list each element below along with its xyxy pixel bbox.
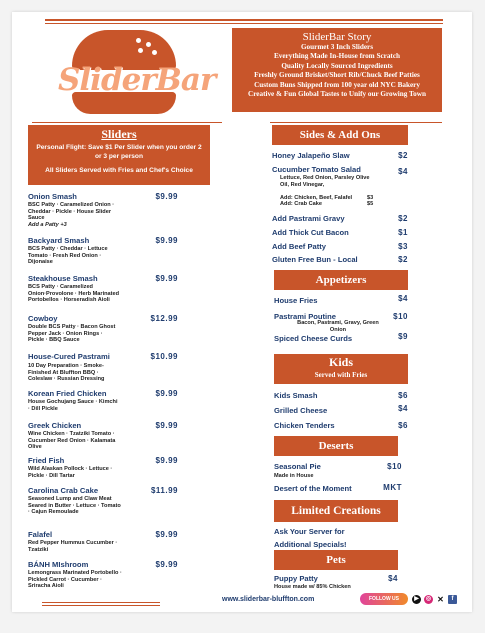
instagram-icon[interactable]: ◎ — [425, 596, 432, 602]
desert-price: MKT — [383, 483, 402, 492]
story-line: Freshly Ground Brisket/Short Rib/Chuck Beef Patties — [254, 71, 420, 80]
appetizer-price: $9 — [398, 332, 408, 341]
desert-name: Seasonal Pie — [274, 462, 321, 471]
side-name: Gluten Free Bun - Local — [272, 255, 358, 264]
pets-title: Pets — [326, 554, 346, 566]
kids-name: Grilled Cheese — [274, 406, 328, 415]
kids-price: $6 — [398, 421, 408, 430]
youtube-icon[interactable]: ▶ — [412, 595, 421, 604]
appetizer-price: $4 — [398, 294, 408, 303]
appetizer-name: Spiced Cheese Curds — [274, 334, 353, 343]
menu-page — [12, 12, 472, 612]
sides-header — [272, 125, 408, 145]
appetizers-title: Appetizers — [315, 274, 367, 286]
slider-price: $9.99 — [155, 560, 178, 569]
limited-line: Additional Specials! — [274, 540, 347, 549]
appetizer-name: House Fries — [274, 296, 318, 305]
slider-name: Onion Smash — [28, 192, 77, 201]
website-link[interactable]: www.sliderbar-bluffton.com — [222, 596, 315, 603]
slider-desc: Seasoned Lump and Claw Meat Seared in Butter · Lettuce · Tomato · Cajun Remoulade — [28, 496, 121, 516]
addon-price: $3 — [367, 195, 374, 201]
slider-price: $9.99 — [155, 236, 178, 245]
slider-price: $12.99 — [150, 314, 178, 323]
slider-name: BÁNH MIshroom — [28, 560, 89, 569]
story-line: Creative & Fun Global Tastes to Unify our Growing Town — [248, 90, 426, 99]
deserts-header — [274, 436, 398, 456]
slider-price: $9.99 — [155, 421, 178, 430]
sliders-header — [28, 125, 210, 185]
seed-icon — [136, 38, 141, 43]
slider-desc: Double BCS Patty · Bacon Ghost Pepper Jack · Onion Rings · Pickle · BBQ Sauce — [28, 324, 116, 344]
desert-price: $10 — [387, 462, 402, 471]
kids-name: Kids Smash — [274, 391, 318, 400]
side-price: $3 — [398, 242, 408, 251]
slider-name: Korean Fried Chicken — [28, 389, 107, 398]
addon-line: Add: Crab Cake — [280, 201, 322, 207]
slider-desc: Red Pepper Hummus Cucumber · Tzatziki — [28, 540, 118, 553]
desert-name: Desert of the Moment — [274, 484, 352, 493]
slider-price: $9.99 — [155, 389, 178, 398]
limited-line: Ask Your Server for — [274, 527, 345, 536]
kids-price: $4 — [398, 404, 408, 413]
story-line: Gourmet 3 Inch Sliders — [300, 43, 374, 51]
story-title: SliderBar Story — [302, 31, 372, 43]
sliderbar-logo — [58, 30, 216, 116]
slider-name: Fried Fish — [28, 456, 65, 465]
side-name: Cucumber Tomato Salad — [272, 165, 361, 174]
slider-desc: House Gochujang Sauce · Kimchi · Dill Pickle — [28, 399, 118, 412]
flight-note: Personal Flight: Save $1 Per Slider when you order 2 or 3 per person — [36, 144, 202, 160]
slider-name: Backyard Smash — [28, 236, 90, 245]
slider-desc: Lemongrass Marinated Portobello · Pickled Carrot · Cucumber · Sriracha Aioli — [28, 570, 122, 590]
served-note: All Sliders Served with Fries and Chef's Choice — [45, 167, 193, 174]
divider — [270, 122, 442, 123]
sides-title: Sides & Add Ons — [299, 129, 381, 141]
slider-price: $9.99 — [155, 456, 178, 465]
slider-extra: Add a Patty +3 — [28, 222, 67, 228]
story-box — [232, 28, 442, 112]
side-name: Add Pastrami Gravy — [272, 214, 345, 223]
slider-desc: Wine Chicken · Tzatziki Tomato · Cucumber Red Onion · Kalamata Olive — [28, 431, 116, 451]
seed-icon — [146, 42, 151, 47]
side-price: $2 — [398, 151, 408, 160]
slider-desc: Wild Alaskan Pollock · Lettuce · Pickle · Dill Tartar — [28, 466, 113, 479]
limited-header — [274, 500, 398, 522]
kids-header — [274, 354, 408, 384]
divider — [32, 122, 222, 123]
bottom-rule — [42, 605, 160, 606]
pets-header — [274, 550, 398, 570]
top-rule-thin — [45, 23, 443, 24]
slider-name: Steakhouse Smash — [28, 274, 98, 283]
side-name: Honey Jalapeño Slaw — [272, 151, 350, 160]
seed-icon — [138, 48, 143, 53]
facebook-icon[interactable]: f — [448, 595, 457, 604]
slider-desc: BSC Patty · Caramelized Onion · Cheddar · Pickle · House Slider Sauce — [28, 202, 115, 222]
side-name: Add Beef Patty — [272, 242, 327, 251]
side-price: $2 — [398, 255, 408, 264]
deserts-title: Deserts — [318, 440, 354, 452]
follow-us-button[interactable]: FOLLOW US — [360, 593, 408, 605]
appetizer-price: $10 — [393, 312, 408, 321]
kids-price: $6 — [398, 391, 408, 400]
side-price: $1 — [398, 228, 408, 237]
logo-text: SliderBar — [58, 62, 216, 98]
top-rule — [45, 19, 443, 21]
bottom-rule — [42, 602, 160, 603]
appetizers-header — [274, 270, 408, 290]
slider-desc: BCS Patty · Caramelized Onion·Provolone · Herb Marinated Portobellos · Horseradish Aioli — [28, 284, 120, 304]
seed-icon — [152, 50, 157, 55]
side-price: $4 — [398, 167, 408, 176]
limited-title: Limited Creations — [291, 505, 381, 517]
appetizer-name: Pastrami Poutine — [274, 312, 337, 321]
slider-name: House-Cured Pastrami — [28, 352, 110, 361]
addon-line: Add: Chicken, Beef, Falafel — [280, 195, 353, 201]
side-name: Add Thick Cut Bacon — [272, 228, 349, 237]
kids-subtitle: Served with Fries — [314, 371, 368, 379]
slider-name: Greek Chicken — [28, 421, 82, 430]
slider-price: $10.99 — [150, 352, 178, 361]
x-icon[interactable]: ✕ — [437, 595, 444, 604]
slider-price: $9.99 — [155, 274, 178, 283]
side-price: $2 — [398, 214, 408, 223]
slider-name: Falafel — [28, 530, 53, 539]
slider-desc: 10 Day Preparation · Smoke-Finished At Bluffton BBQ · Coleslaw · Russian Dressing — [28, 363, 105, 383]
slider-name: Cowboy — [28, 314, 58, 323]
slider-name: Carolina Crab Cake — [28, 486, 99, 495]
pet-name: Puppy Patty — [274, 574, 318, 583]
sliders-title: Sliders — [101, 127, 137, 141]
pet-note: House made w/ 85% Chicken — [274, 584, 351, 590]
pie-note: Made in House — [274, 473, 314, 479]
pet-price: $4 — [388, 574, 398, 583]
addon-price: $5 — [367, 201, 374, 207]
story-line: Everything Made In-House from Scratch — [273, 52, 401, 61]
story-line: Quality Locally Sourced Ingredients — [281, 61, 393, 70]
salad-desc: Lettuce, Red Onion, Parsley Olive Oil, Red Vinegar, — [280, 175, 370, 188]
slider-price: $11.99 — [150, 486, 178, 495]
kids-name: Chicken Tenders — [274, 421, 335, 430]
slider-price: $9.99 — [155, 530, 178, 539]
slider-price: $9.99 — [155, 192, 178, 201]
kids-title: Kids — [328, 355, 353, 369]
story-line: Custom Buns Shipped from 100 year old NYC Bakery — [254, 80, 420, 89]
slider-desc: BCS Patty · Cheddar · Lettuce Tomato · Fresh Red Onion · Dijonaise — [28, 246, 108, 266]
poutine-desc: Bacon, Pastrami, Gravy, Green Onion — [297, 320, 379, 333]
